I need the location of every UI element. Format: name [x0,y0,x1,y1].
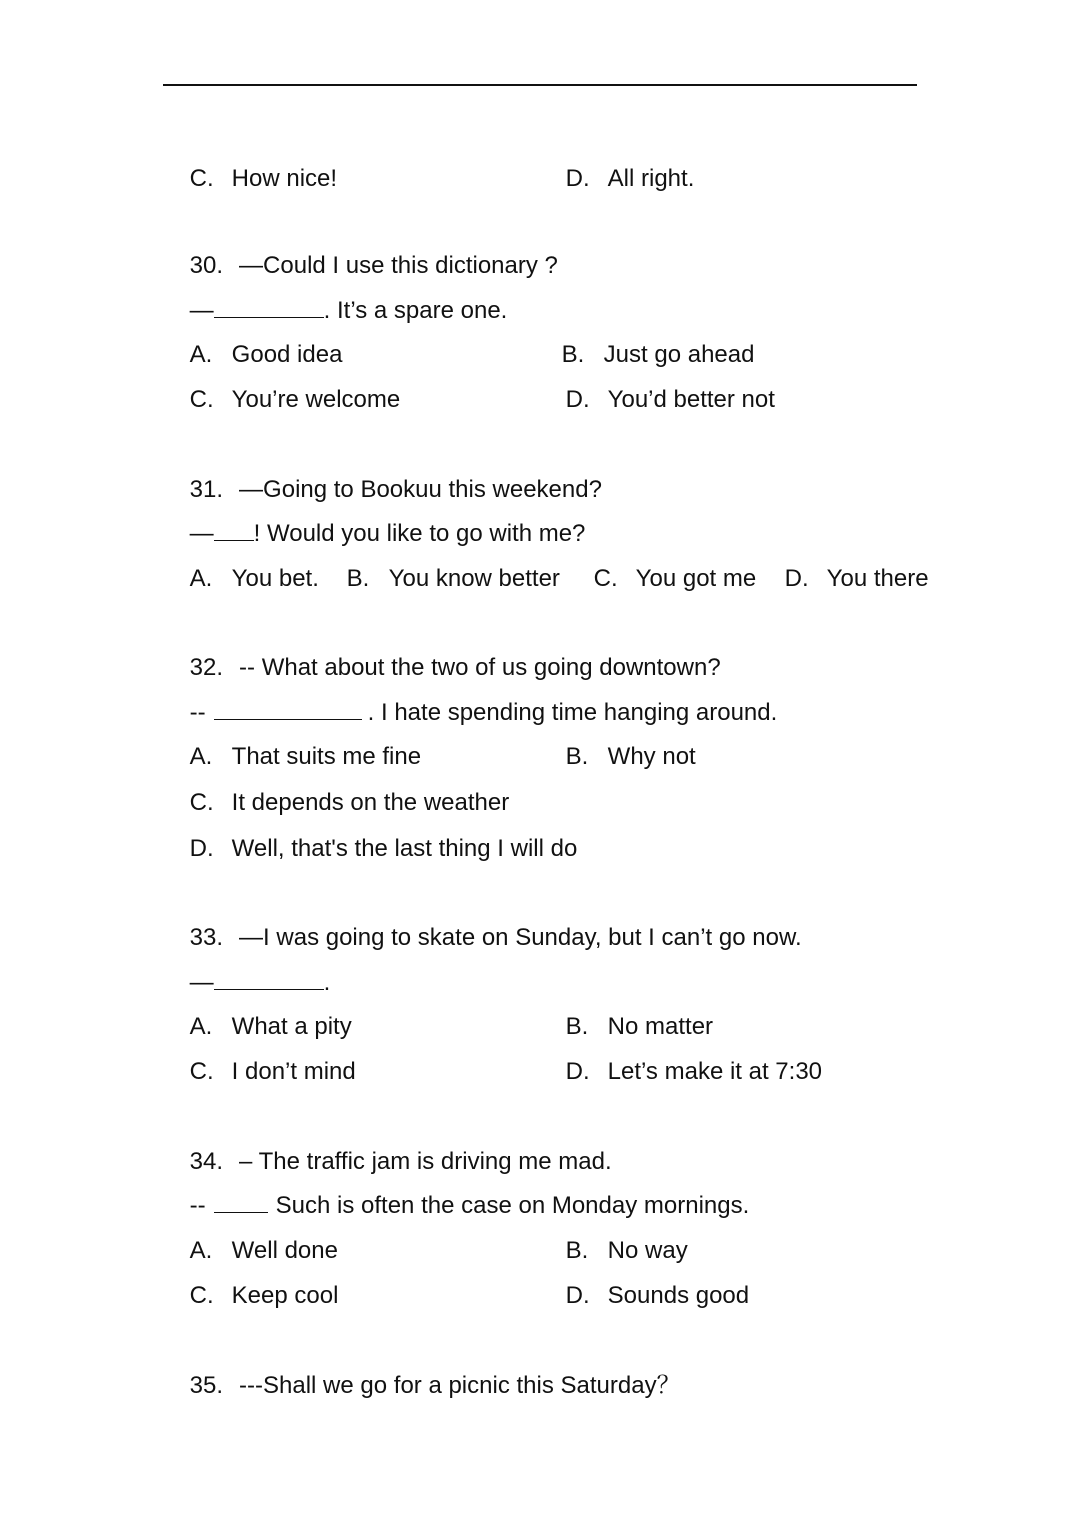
question-32-prompt: 32. -- What about the two of us going downtown? [189,654,721,681]
question-32-reply: -- . I hate spending time hanging around. [189,699,778,726]
option-a: A. That suits me fine [189,743,422,770]
option-d: D. You’d better not [565,386,775,413]
option-d: D. You there [784,565,929,592]
option-a: A. Good idea [189,341,343,368]
question-34-prompt: 34. – The traffic jam is driving me mad. [189,1148,612,1175]
option-b: B. No way [565,1237,688,1264]
question-number: 34. [189,1148,224,1175]
option-b: B. Why not [565,743,696,770]
question-30-reply: — . It’s a spare one. [189,297,508,324]
question-31-prompt: 31. —Going to Bookuu this weekend? [189,476,602,503]
question-number: 32. [189,654,224,681]
header-rule [163,84,917,86]
question-33-prompt: 33. —I was going to skate on Sunday, but I can’t go now. [189,924,802,951]
option-c: C. You got me [593,565,757,592]
option-d: D. Sounds good [565,1282,750,1309]
question-31-reply: — ! Would you like to go with me? [189,520,586,547]
option-b: B. Just go ahead [561,341,755,368]
option-c: C. How nice! [189,165,338,192]
question-number: 30. [189,252,224,279]
question-34-reply: -- Such is often the case on Monday mornings. [189,1192,750,1219]
option-a: A. What a pity [189,1013,352,1040]
option-c: C. It depends on the weather [189,789,510,816]
question-30-prompt: 30. —Could I use this dictionary ? [189,252,558,279]
option-d: D. All right. [565,165,695,192]
option-d: D. Well, that's the last thing I will do [189,835,578,862]
option-d: D. Let’s make it at 7:30 [565,1058,823,1085]
question-33-reply: — . [189,969,331,996]
option-c: C. You’re welcome [189,386,401,413]
option-a: A. Well done [189,1237,338,1264]
question-number: 35. [189,1372,224,1399]
option-b: B. You know better [346,565,560,592]
option-a: A. You bet. [189,565,319,592]
question-number: 31. [189,476,224,503]
option-c: C. Keep cool [189,1282,339,1309]
question-number: 33. [189,924,224,951]
option-c: C. I don’t mind [189,1058,356,1085]
option-b: B. No matter [565,1013,714,1040]
question-35-prompt: 35. ---Shall we go for a picnic this Saturday？ [189,1372,681,1399]
